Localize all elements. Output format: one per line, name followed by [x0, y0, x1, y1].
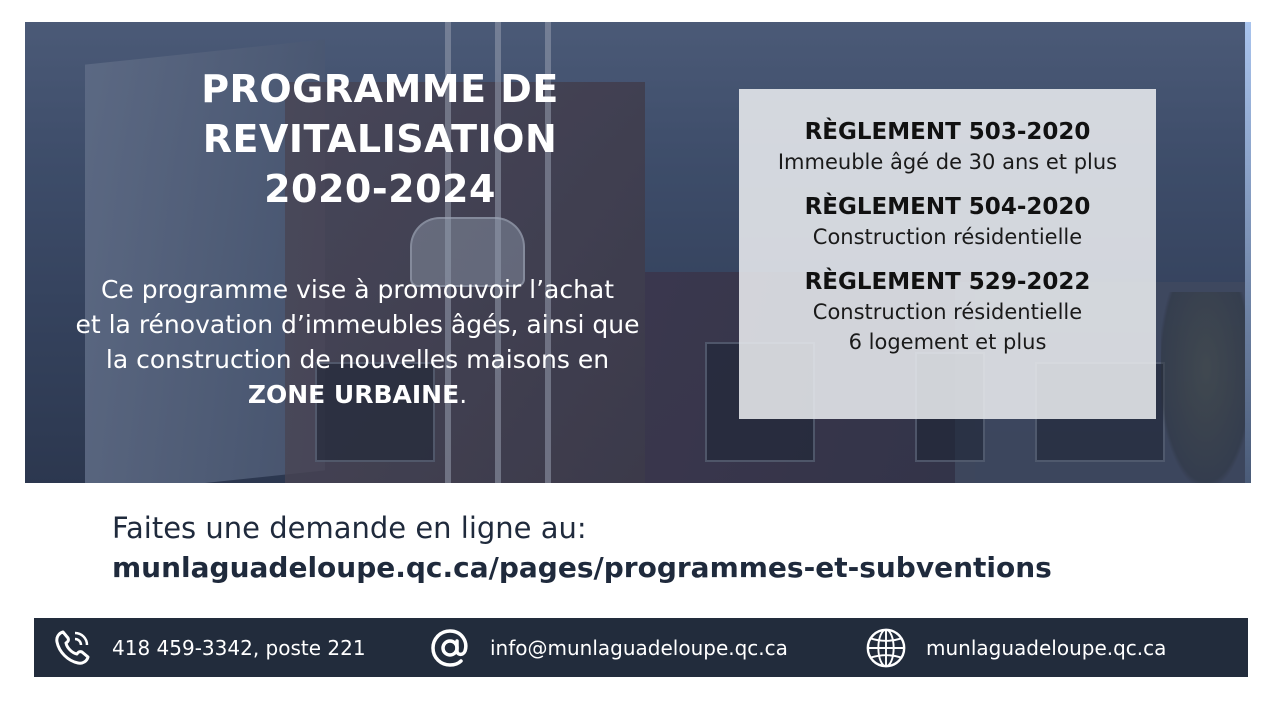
description-line: la construction de nouvelles maisons en	[105, 345, 610, 374]
description-line	[45, 377, 670, 412]
reglement-504-2020	[739, 192, 1156, 252]
website-url: munlaguadeloupe.qc.ca	[926, 635, 1167, 660]
contact-phone[interactable]	[50, 618, 366, 677]
phone-number: 418 459-3342, poste 221	[112, 635, 366, 660]
apply-online-section	[112, 508, 1052, 588]
program-description	[45, 272, 670, 412]
description-period: .	[459, 380, 468, 409]
contact-footer	[34, 618, 1248, 677]
apply-intro: Faites une demande en ligne au:	[112, 511, 587, 545]
reglement-title: RÈGLEMENT 529-2022	[804, 269, 1091, 295]
reglement-description: Construction résidentielle	[812, 300, 1083, 324]
title-line: 2020-2024	[264, 167, 496, 211]
contact-email[interactable]	[428, 618, 788, 677]
reglement-description: Immeuble âgé de 30 ans et plus	[777, 150, 1118, 174]
apply-url-link[interactable]: munlaguadeloupe.qc.ca/pages/programmes-et-subventions	[112, 551, 1052, 584]
reglement-title: RÈGLEMENT 504-2020	[804, 194, 1091, 220]
reglement-title: RÈGLEMENT 503-2020	[804, 119, 1091, 145]
phone-icon	[50, 626, 94, 670]
reglement-description: Construction résidentielle	[812, 225, 1083, 249]
reglement-529-2022	[739, 267, 1156, 357]
reglement-503-2020	[739, 117, 1156, 177]
description-line: et la rénovation d’immeubles âgés, ainsi que	[75, 310, 640, 339]
reglement-description: 6 logement et plus	[848, 330, 1047, 354]
hero-banner	[25, 22, 1251, 483]
reglements-box	[739, 89, 1156, 419]
program-title	[155, 64, 605, 214]
at-icon	[428, 626, 472, 670]
contact-website[interactable]	[864, 618, 1166, 677]
sky-edge	[1245, 22, 1251, 483]
description-line: Ce programme vise à promouvoir l’achat	[100, 275, 615, 304]
title-line: REVITALISATION	[202, 117, 558, 161]
globe-icon	[864, 626, 908, 670]
title-line: PROGRAMME DE	[201, 67, 559, 111]
email-address: info@munlaguadeloupe.qc.ca	[490, 635, 788, 660]
zone-urbaine-emphasis: ZONE URBAINE	[247, 380, 460, 409]
